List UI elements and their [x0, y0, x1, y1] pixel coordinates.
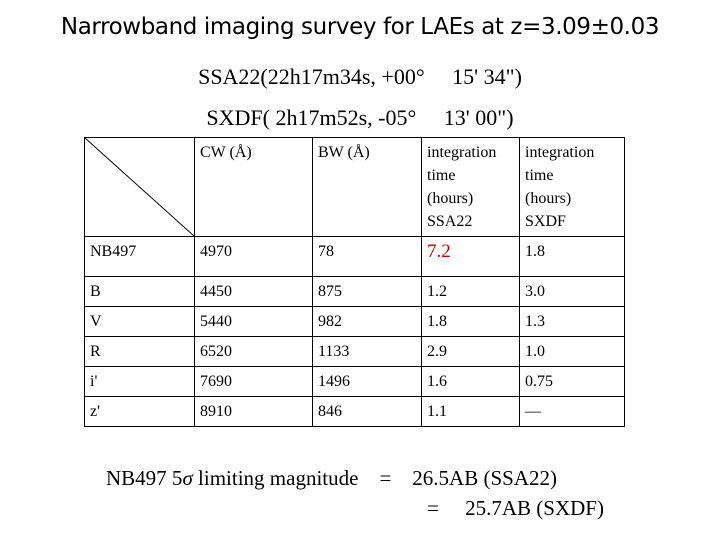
cell-ssa22: 1.1 [422, 397, 520, 427]
header-text-line: (hours) [525, 190, 572, 207]
cell-sxdf: 1.8 [520, 237, 625, 277]
cell-bw: 1496 [313, 367, 422, 397]
table-row [85, 307, 625, 337]
cell-cw: 6520 [195, 337, 313, 367]
cell-sxdf: 3.0 [520, 277, 625, 307]
cell-bw: 875 [313, 277, 422, 307]
ssa22-coordinates: SSA22(22h17m34s, +00° 15' 34") [198, 64, 522, 89]
cell-sxdf: 1.3 [520, 307, 625, 337]
header-integration-sxdf [520, 138, 625, 237]
limit-prefix: NB497 5 [106, 466, 183, 490]
table-row [85, 277, 625, 307]
cell-filter: i' [85, 367, 195, 397]
header-text-line: integration [525, 144, 595, 161]
sigma-symbol: σ [182, 466, 193, 490]
header-text-line: SXDF [525, 213, 566, 230]
cell-filter: NB497 [85, 237, 195, 277]
cell-sxdf: 1.0 [520, 337, 625, 367]
cell-filter: B [85, 277, 195, 307]
diagonal-line [85, 138, 194, 236]
cell-filter: V [85, 307, 195, 337]
cell-filter: z' [85, 397, 195, 427]
cell-ssa22: 2.9 [422, 337, 520, 367]
limit-label: limiting magnitude = [192, 466, 413, 490]
table-row [85, 337, 625, 367]
cell-sxdf: — [520, 397, 625, 427]
header-bw: BW (Å) [313, 138, 422, 237]
cell-filter: R [85, 337, 195, 367]
header-text-line: integration [427, 144, 497, 161]
cell-cw: 5440 [195, 307, 313, 337]
diagonal-corner-cell [85, 138, 195, 237]
cell-cw: 8910 [195, 397, 313, 427]
limit-value-ssa22: 26.5AB (SSA22) [412, 466, 557, 490]
cell-cw: 4450 [195, 277, 313, 307]
header-text-line: time [525, 167, 554, 184]
cell-cw: 4970 [195, 237, 313, 277]
limiting-magnitude-line [106, 462, 557, 492]
table-row [85, 237, 625, 277]
cell-bw: 1133 [313, 337, 422, 367]
cell-cw: 7690 [195, 367, 313, 397]
table-row [85, 367, 625, 397]
cell-bw: 846 [313, 397, 422, 427]
cell-ssa22: 1.2 [422, 277, 520, 307]
limit-value-sxdf: = 25.7AB (SXDF) [427, 496, 604, 520]
header-text-line: time [427, 167, 456, 184]
table-header-row [85, 138, 625, 237]
filter-table [84, 137, 625, 427]
header-text-line: SSA22 [427, 213, 473, 230]
header-integration-ssa22 [422, 138, 520, 237]
table-row [85, 397, 625, 427]
header-cw: CW (Å) [195, 138, 313, 237]
cell-bw: 982 [313, 307, 422, 337]
header-text-line: (hours) [427, 190, 474, 207]
slide-title: Narrowband imaging survey for LAEs at z=3.09±0.03 [60, 14, 660, 40]
cell-sxdf: 0.75 [520, 367, 625, 397]
sxdf-coordinates: SXDF( 2h17m52s, -05° 13' 00") [206, 105, 514, 130]
cell-ssa22-highlight: 7.2 [422, 237, 520, 277]
cell-ssa22: 1.8 [422, 307, 520, 337]
cell-ssa22: 1.6 [422, 367, 520, 397]
cell-bw: 78 [313, 237, 422, 277]
